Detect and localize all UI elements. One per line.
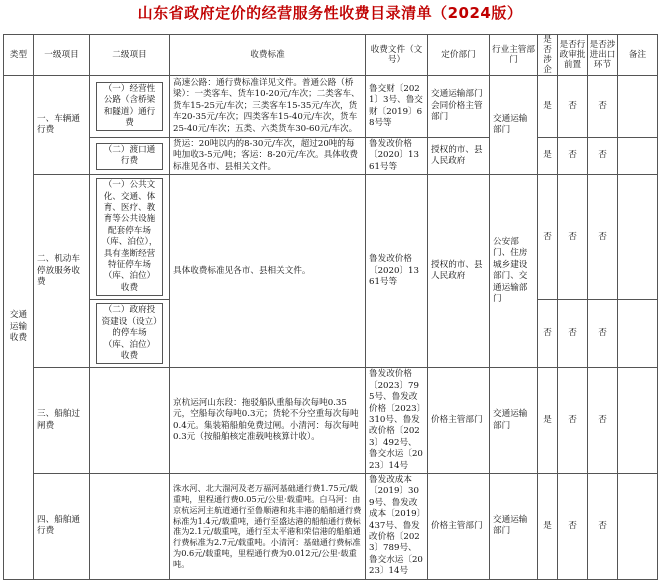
header-level1: 一级项目 (34, 35, 90, 76)
header-level2: 二级项目 (90, 35, 170, 76)
level2-cell (90, 175, 170, 300)
standard-cell: 京杭运河山东段：拖驳船队重船每次每吨0.35元，空船每次每吨0.3元；货轮不分空重每次每吨0.4元。集装箱船舶免费过闸。小清河：每次每吨0.3元（按船舶核定准载吨核算计收）。 (170, 368, 366, 474)
standard-cell: 货运：20吨以内的8-30元/车次，超过20吨的每吨加收3-5元/吨；客运：8-20元/车次。具体收费标准见各市、县相关文件。 (170, 138, 366, 175)
dept-cell: 授权的市、县人民政府 (428, 138, 490, 175)
deposit-cell: 否 (538, 300, 558, 368)
dept-cell: 价格主管部门 (428, 368, 490, 474)
table-row (4, 473, 658, 579)
approval-cell: 否 (558, 473, 588, 579)
basis-cell: 鲁交财〔2021〕3号、鲁交财〔2019〕68号等 (366, 76, 428, 138)
basis-cell: 鲁发改成本〔2019〕309号、鲁发改成本〔2019〕437号、鲁发改价格〔2023〕789号、鲁交水运〔2023〕14号 (366, 473, 428, 579)
page-title: 山东省政府定价的经营服务性收费目录清单（2024版） (137, 4, 523, 22)
remark-cell (618, 138, 658, 175)
level1-cell: 一、车辆通行费 (34, 76, 90, 175)
level2-box: （二）政府投资建设（设立）的停车场（库、泊位）收费 (96, 303, 163, 364)
header-row (4, 35, 658, 76)
import-export-cell: 否 (588, 368, 618, 474)
deposit-cell: 否 (538, 175, 558, 300)
standard-cell: 具体收费标准见各市、县相关文件。 (170, 175, 366, 368)
import-export-cell: 否 (588, 138, 618, 175)
table-row (4, 138, 658, 175)
level2-cell (90, 368, 170, 474)
dept-cell: 授权的市、县人民政府 (428, 175, 490, 368)
import-export-cell: 否 (588, 300, 618, 368)
header-standard: 收费标准 (170, 35, 366, 76)
approval-cell: 否 (558, 368, 588, 474)
supervisor-cell: 交通运输部门 (490, 76, 538, 175)
import-export-cell: 否 (588, 175, 618, 300)
remark-cell (618, 368, 658, 474)
basis-cell: 鲁发改价格〔2020〕1361号等 (366, 138, 428, 175)
header-remark: 备注 (618, 35, 658, 76)
basis-cell: 鲁发改价格〔2020〕1361号等 (366, 175, 428, 368)
supervisor-cell: 公安部门、住房城乡建设部门、交通运输部门 (490, 175, 538, 368)
deposit-cell: 是 (538, 138, 558, 175)
level2-cell (90, 473, 170, 579)
standard-cell: 洙水河、北大溜河及老万福河基础通行费1.75元/载重吨，里程通行费0.05元/公里·载重吨。白马河：由京杭运河主航道通行至鲁顺港和兆丰港的船舶通行费标准为1.4元/载重吨，通行至盛达港的船舶通行费标准为2.1元/载重吨，通行至太平港和荣信港的船舶通行费标准为2.7元/载重吨。小清河：基础通行费标准为0.6元/载重吨，里程通行费为0.012元/公里·载重吨。 (170, 473, 366, 579)
approval-cell: 否 (558, 175, 588, 300)
header-dept: 定价部门 (428, 35, 490, 76)
level2-cell (90, 300, 170, 368)
level2-box: （一）经营性公路（含桥梁和隧道）通行费 (96, 82, 163, 132)
approval-cell: 否 (558, 138, 588, 175)
header-category: 类型 (4, 35, 34, 76)
import-export-cell: 否 (588, 473, 618, 579)
deposit-cell: 是 (538, 473, 558, 579)
table-row (4, 368, 658, 474)
deposit-cell: 是 (538, 76, 558, 138)
header-basis: 收费文件（文号） (366, 35, 428, 76)
dept-cell: 价格主管部门 (428, 473, 490, 579)
header-supervisor: 行业主管部门 (490, 35, 538, 76)
level2-box: （二）渡口通行费 (96, 143, 163, 170)
header-approval: 是否行政审批前置 (558, 35, 588, 76)
level2-box: （一）公共文化、交通、体育、医疗、教育等公共设施配套停车场（库、泊位），具有垄断经营特征停车场（库、泊位）收费 (96, 178, 163, 296)
approval-cell: 否 (558, 76, 588, 138)
supervisor-cell: 交通运输部门 (490, 473, 538, 579)
approval-cell: 否 (558, 300, 588, 368)
header-deposit: 是否涉企 (538, 35, 558, 76)
table-row (4, 175, 658, 300)
dept-cell: 交通运输部门会同价格主管部门 (428, 76, 490, 138)
remark-cell (618, 175, 658, 300)
fee-table (3, 34, 658, 580)
level1-cell: 三、船舶过闸费 (34, 368, 90, 474)
basis-cell: 鲁发改价格〔2023〕795号、鲁发改价格〔2023〕310号、鲁发改价格〔2023〕492号、鲁交水运〔2023〕14号 (366, 368, 428, 474)
import-export-cell: 否 (588, 76, 618, 138)
header-import-export: 是否涉进出口环节 (588, 35, 618, 76)
table-row (4, 76, 658, 138)
level2-cell (90, 138, 170, 175)
remark-cell (618, 473, 658, 579)
level1-cell: 二、机动车停放服务收费 (34, 175, 90, 368)
standard-cell: 高速公路：通行费标准详见文件。普通公路（桥梁）：一类客车、货车10-20元/车次；二类客车、货车15-25元/车次；三类客车15-35元/车次，货车20-35元/车次；四类客车15-40元/车次，货车25-40元/车次；五类、六类货车30-60元/车次。 (170, 76, 366, 138)
category-cell: 交通运输收费 (4, 76, 34, 580)
level2-cell (90, 76, 170, 138)
deposit-cell: 是 (538, 368, 558, 474)
level1-cell: 四、船舶通行费 (34, 473, 90, 579)
supervisor-cell: 交通运输部门 (490, 368, 538, 474)
remark-cell (618, 300, 658, 368)
remark-cell (618, 76, 658, 138)
